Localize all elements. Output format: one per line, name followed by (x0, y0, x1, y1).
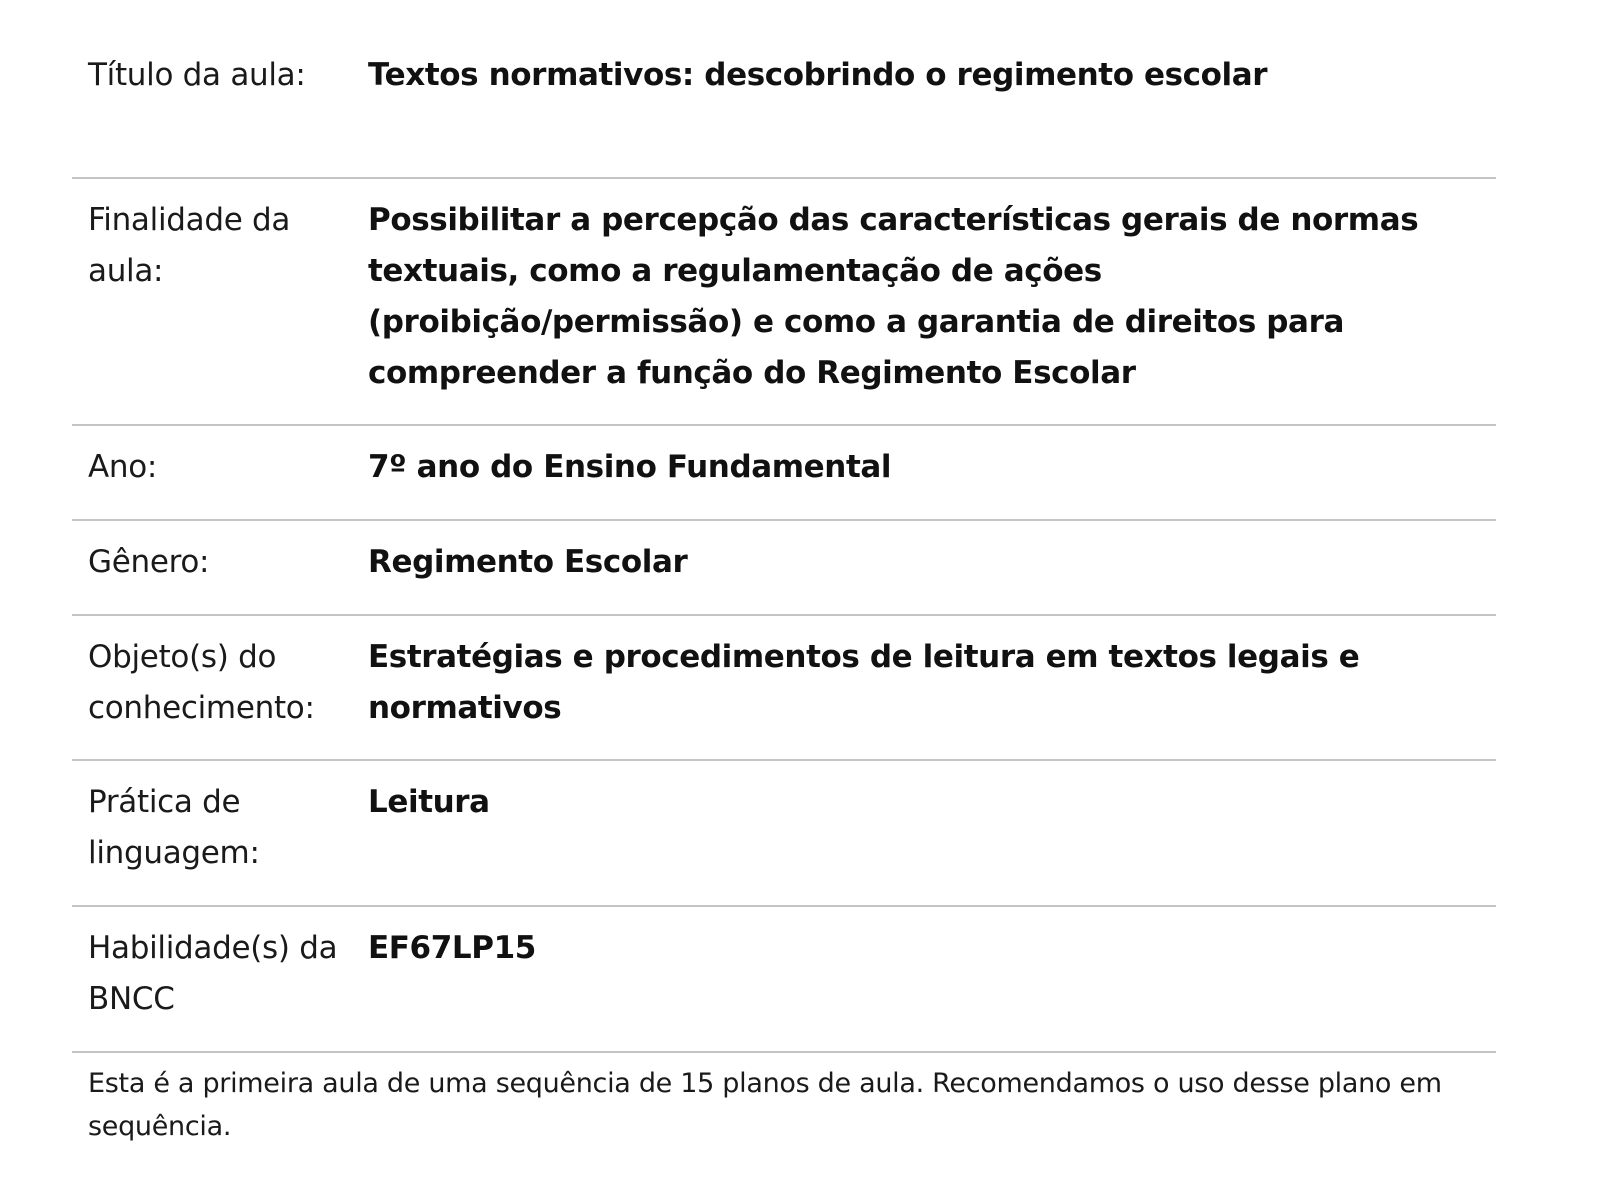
sequence-note: Esta é a primeira aula de uma sequência de 15 planos de aula. Recomendamos o uso desse plano em sequência. (88, 1068, 1442, 1142)
row-genre (72, 521, 1496, 616)
value-knowledge-objects: Estratégias e procedimentos de leitura em textos legais e normativos (368, 639, 1360, 726)
label-year: Ano: (88, 449, 158, 485)
row-year (72, 426, 1496, 521)
value-language-practice: Leitura (368, 784, 490, 820)
label-bncc-skills: Habilidade(s) da BNCC (88, 930, 338, 1017)
value-bncc-skills: EF67LP15 (368, 930, 536, 966)
row-knowledge-objects (72, 616, 1496, 761)
label-lesson-purpose: Finalidade da aula: (88, 202, 291, 289)
row-lesson-title (72, 0, 1496, 179)
row-lesson-purpose (72, 179, 1496, 426)
label-language-practice: Prática de linguagem: (88, 784, 260, 871)
value-year: 7º ano do Ensino Fundamental (368, 449, 892, 485)
value-genre: Regimento Escolar (368, 544, 688, 580)
row-bncc-skills (72, 907, 1496, 1053)
value-lesson-title: Textos normativos: descobrindo o regimento escolar (368, 57, 1268, 93)
label-lesson-title: Título da aula: (88, 57, 306, 93)
label-genre: Gênero: (88, 544, 210, 580)
row-language-practice (72, 761, 1496, 907)
value-lesson-purpose: Possibilitar a percepção das características gerais de normas textuais, como a regulamentação de ações (proibição/permissão) e como a garantia de direitos para compreender a função do Regimento Escolar (368, 202, 1419, 391)
label-knowledge-objects: Objeto(s) do conhecimento: (88, 639, 315, 726)
